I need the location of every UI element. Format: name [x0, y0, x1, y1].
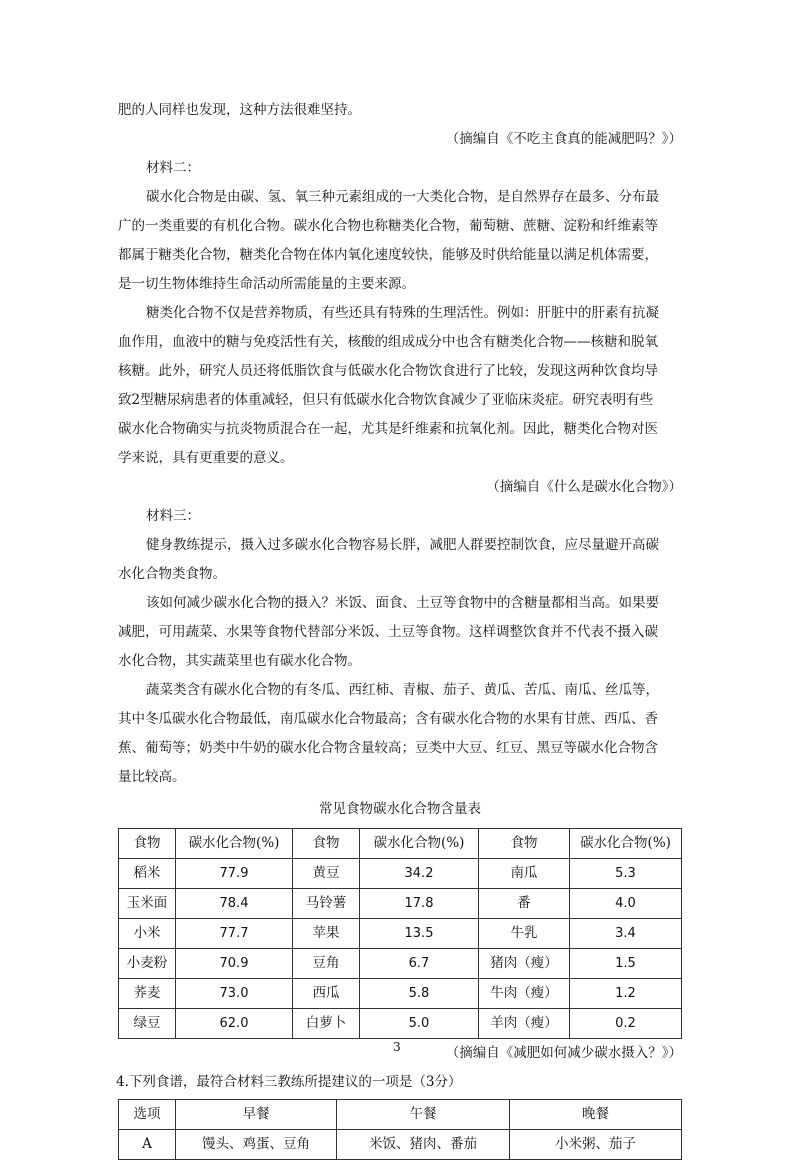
value-cell: 6.7 [360, 949, 479, 979]
text-line: 血作用，血液中的糖与免疫活性有关，核酸的组成成分中也含有糖类化合物——核糖和脱氧 [118, 334, 658, 350]
value-cell: 1.5 [570, 949, 682, 979]
value-cell: 5.8 [360, 979, 479, 1009]
value-cell: 5.3 [570, 859, 682, 889]
food-cell: 马铃薯 [293, 889, 360, 919]
text-line: 是一切生物体维持生命活动所需能量的主要来源。 [118, 276, 415, 292]
text-line: 学来说，具有更重要的意义。 [118, 450, 294, 466]
carbohydrate-table [118, 828, 682, 1039]
text-line: 致2型糖尿病患者的体重减轻，但只有低碳水化合物饮食减少了亚临床炎症。研究表明有些 [118, 392, 654, 408]
header-cell: 早餐 [176, 1100, 337, 1130]
food-cell: 玉米面 [119, 889, 176, 919]
food-cell: 猪肉（瘦） [479, 949, 570, 979]
header-cell: 食物 [119, 829, 176, 859]
text-line: 核糖。此外，研究人员还将低脂饮食与低碳水化合物饮食进行了比较，发现这两种饮食均导 [118, 363, 658, 379]
food-cell: 番 [479, 889, 570, 919]
text-line: 糖类化合物不仅是营养物质，有些还具有特殊的生理活性。例如：肝脏中的肝素有抗凝 [146, 305, 659, 321]
text-line: 水化合物，其实蔬菜里也有碳水化合物。 [118, 653, 361, 669]
header-cell: 食物 [293, 829, 360, 859]
food-cell: 牛乳 [479, 919, 570, 949]
food-cell: 南瓜 [479, 859, 570, 889]
value-cell: 62.0 [176, 1009, 293, 1039]
value-cell: 77.7 [176, 919, 293, 949]
food-cell: 黄豆 [293, 859, 360, 889]
food-cell: 小麦粉 [119, 949, 176, 979]
text-line: 其中冬瓜碳水化合物最低，南瓜碳水化合物最高；含有碳水化合物的水果有甘蔗、西瓜、香 [118, 711, 658, 727]
text-line: 减肥，可用蔬菜、水果等食物代替部分米饭、土豆等食物。这样调整饮食并不代表不摄入碳 [118, 624, 658, 640]
menu-row [119, 1130, 682, 1160]
table-row [119, 979, 682, 1009]
table-row [119, 949, 682, 979]
table-row [119, 1009, 682, 1039]
table-row [119, 919, 682, 949]
intro-line: 肥的人同样也发现，这种方法很难坚持。 [118, 102, 361, 118]
text-line: 广的一类重要的有机化合物。碳水化合物也称糖类化合物，葡萄糖、蔗糖、淀粉和纤维素等 [118, 218, 658, 234]
question-4: 4.下列食谱，最符合材料三教练所提建议的一项是（3分） [116, 1074, 462, 1090]
food-cell: 西瓜 [293, 979, 360, 1009]
food-cell: 小米 [119, 919, 176, 949]
food-cell: 稻米 [119, 859, 176, 889]
text-line: 都属于糖类化合物，糖类化合物在体内氧化速度较快，能够及时供给能量以满足机体需要， [118, 247, 658, 263]
text-line: 蕉、葡萄等；奶类中牛奶的碳水化合物含量较高；豆类中大豆、红豆、黑豆等碳水化合物含 [118, 740, 658, 756]
option-cell: A [119, 1130, 176, 1160]
material-3-label: 材料三： [146, 508, 200, 524]
value-cell: 0.2 [570, 1009, 682, 1039]
value-cell: 78.4 [176, 889, 293, 919]
source-2: （摘编自《什么是碳水化合物》） [486, 479, 682, 495]
source-3: （摘编自《减肥如何减少碳水摄入？》） [445, 1045, 682, 1061]
value-cell: 34.2 [360, 859, 479, 889]
dinner-cell: 小米粥、茄子 [510, 1130, 682, 1160]
breakfast-cell: 馒头、鸡蛋、豆角 [176, 1130, 337, 1160]
header-cell: 碳水化合物(%) [176, 829, 293, 859]
page-number: 3 [393, 1040, 401, 1054]
table-row [119, 889, 682, 919]
text-line: 量比较高。 [118, 769, 186, 785]
text-line: 碳水化合物确实与抗炎物质混合在一起，尤其是纤维素和抗氧化剂。因此，糖类化合物对医 [118, 421, 658, 437]
material-3-paragraph-1 [118, 531, 682, 589]
header-cell: 碳水化合物(%) [360, 829, 479, 859]
text-line: 碳水化合物是由碳、氢、氧三种元素组成的一大类化合物，是自然界存在最多、分布最 [146, 189, 659, 205]
food-cell: 豆角 [293, 949, 360, 979]
value-cell: 70.9 [176, 949, 293, 979]
header-cell: 晚餐 [510, 1100, 682, 1130]
header-cell: 午餐 [337, 1100, 510, 1130]
value-cell: 77.9 [176, 859, 293, 889]
material-3-paragraph-2 [118, 589, 682, 676]
value-cell: 5.0 [360, 1009, 479, 1039]
table-title: 常见食物碳水化合物含量表 [319, 801, 481, 817]
food-cell: 绿豆 [119, 1009, 176, 1039]
table-header-row [119, 829, 682, 859]
header-cell: 选项 [119, 1100, 176, 1130]
menu-header-row [119, 1100, 682, 1130]
value-cell: 3.4 [570, 919, 682, 949]
material-3-paragraph-3 [118, 676, 682, 792]
table-row [119, 859, 682, 889]
food-cell: 羊肉（瘦） [479, 1009, 570, 1039]
value-cell: 1.2 [570, 979, 682, 1009]
material-2-label: 材料二： [146, 160, 200, 176]
food-cell: 牛肉（瘦） [479, 979, 570, 1009]
food-cell: 白萝卜 [293, 1009, 360, 1039]
page-content [118, 96, 682, 1160]
text-line: 蔬菜类含有碳水化合物的有冬瓜、西红柿、青椒、茄子、黄瓜、苦瓜、南瓜、丝瓜等， [146, 682, 659, 698]
menu-table [118, 1099, 682, 1160]
source-1: （摘编自《不吃主食真的能减肥吗？》） [445, 131, 682, 147]
food-cell: 荞麦 [119, 979, 176, 1009]
text-line: 水化合物类食物。 [118, 566, 226, 582]
text-line: 该如何减少碳水化合物的摄入？米饭、面食、土豆等食物中的含糖量都相当高。如果要 [146, 595, 659, 611]
text-line: 健身教练提示，摄入过多碳水化合物容易长胖，减肥人群要控制饮食，应尽量避开高碳 [146, 537, 659, 553]
value-cell: 4.0 [570, 889, 682, 919]
value-cell: 73.0 [176, 979, 293, 1009]
value-cell: 13.5 [360, 919, 479, 949]
lunch-cell: 米饭、猪肉、番茄 [337, 1130, 510, 1160]
value-cell: 17.8 [360, 889, 479, 919]
material-2-paragraph-2 [118, 299, 682, 473]
food-cell: 苹果 [293, 919, 360, 949]
material-2-paragraph-1 [118, 183, 682, 299]
header-cell: 碳水化合物(%) [570, 829, 682, 859]
header-cell: 食物 [479, 829, 570, 859]
